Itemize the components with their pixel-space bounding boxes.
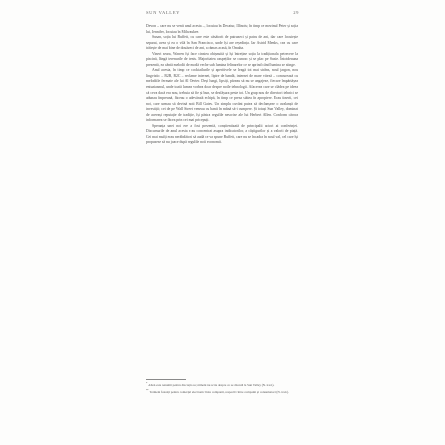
paragraph: Vineri seara, Warren își face cinstea obișnuită și își întreține soția la tradiționala petrecere la piscină, lângă terenurile de tenis. Majoritatea oaspeților se cunosc și se plac pe Susie. Întotdeauna prezentă, ea cântă melodii de modă veche sub lumina felinarelor ce se aprind când lumina se stinge. — [146, 51, 298, 67]
paragraph: Anul acesta, în timp ce cocktailurile și aperitivele se leagă tot mai strâns, noul jargon, nou lingvistic – B2B, B2C – reclame internet, lipire de bandă, internet de mare viteză – concurează cu melodiile fermate ale lui Al Oerter. Deși lungi, lipsiți, păreau să nu se angajeze, fiecare împărtășea entuziasmul, unde toată lumea vorbea doar despre noile tehnologii. Afacerea care se clădea pe ideea că ceva dacă era nou, trebuia să fie și bun, se desfășura peste tot. Un grup nou de directori tehnici se adunau împreună, făceau o adevărată echipă, în timp ce presa stătea în apropiere. Erau tinerii, cei noi, care urmau să devină noii Bill Gates. Un simplu cuvânt putea să declanșeze o avalanșă de investiții; cei de pe Wall Street veneau cu banii în mână să-i cumpere. Și totuși Sun Valley, dominat de aceeași reputație de tradiție, își păstra regulile nescrise ale lui Herbert Allen. Conform cărora informarea se făcea prin cei mai pricepuți. — [146, 68, 298, 123]
footnote-text: Termeni folosiți pentru comerțul electronic între companii, respectiv între companii și consumatori (N. trad.). — [149, 389, 289, 394]
running-head-title: SUN VALLEY — [146, 10, 181, 15]
footnotes — [146, 382, 298, 396]
body-text — [146, 24, 298, 146]
footnote-mark: ** — [146, 388, 149, 392]
paragraph: Devon – care nu se venit anul acesta –, locuiau în Decatur, Illinois; în timp ce mezinul Peter și soția lui, Jennifer, locuiau în Milwaukee. — [146, 24, 298, 34]
footnote — [146, 382, 298, 388]
footnote-mark: * — [146, 382, 148, 385]
paragraph: Speranța unei noi ere a fost prezentă, conștientizată de principalii actori ai conferinței. Discursurile de anul acesta s-au concentrat asupra indicatorilor, a câștigurilor și a valorii de piață. Cei mai mulți erau nerăbdători să audă ce va spune Buffett, care nu se încadra în noul val, cel care își propusese să nu joace după regulile noii economii. — [146, 123, 298, 145]
footnote-text: Allen este renumit pentru discreția sa; nimeni nu scrie despre ce se discută la Sun Valley (N. trad.). — [148, 383, 275, 388]
running-head — [146, 10, 299, 15]
page-number: 29 — [293, 10, 299, 15]
paragraph: Susan, soția lui Buffett, cu care este căsătorit de patruzeci și patru de ani, dar care locuiește separat, avea și ea o vilă în San Francisco, unde își are reședința. Iar Astrid Menks, cea cu care trăiește de mai bine de douăzeci de ani, a rămas acasă, în Omaha. — [146, 35, 298, 51]
footnote — [146, 389, 298, 395]
footnote-divider — [146, 379, 186, 380]
